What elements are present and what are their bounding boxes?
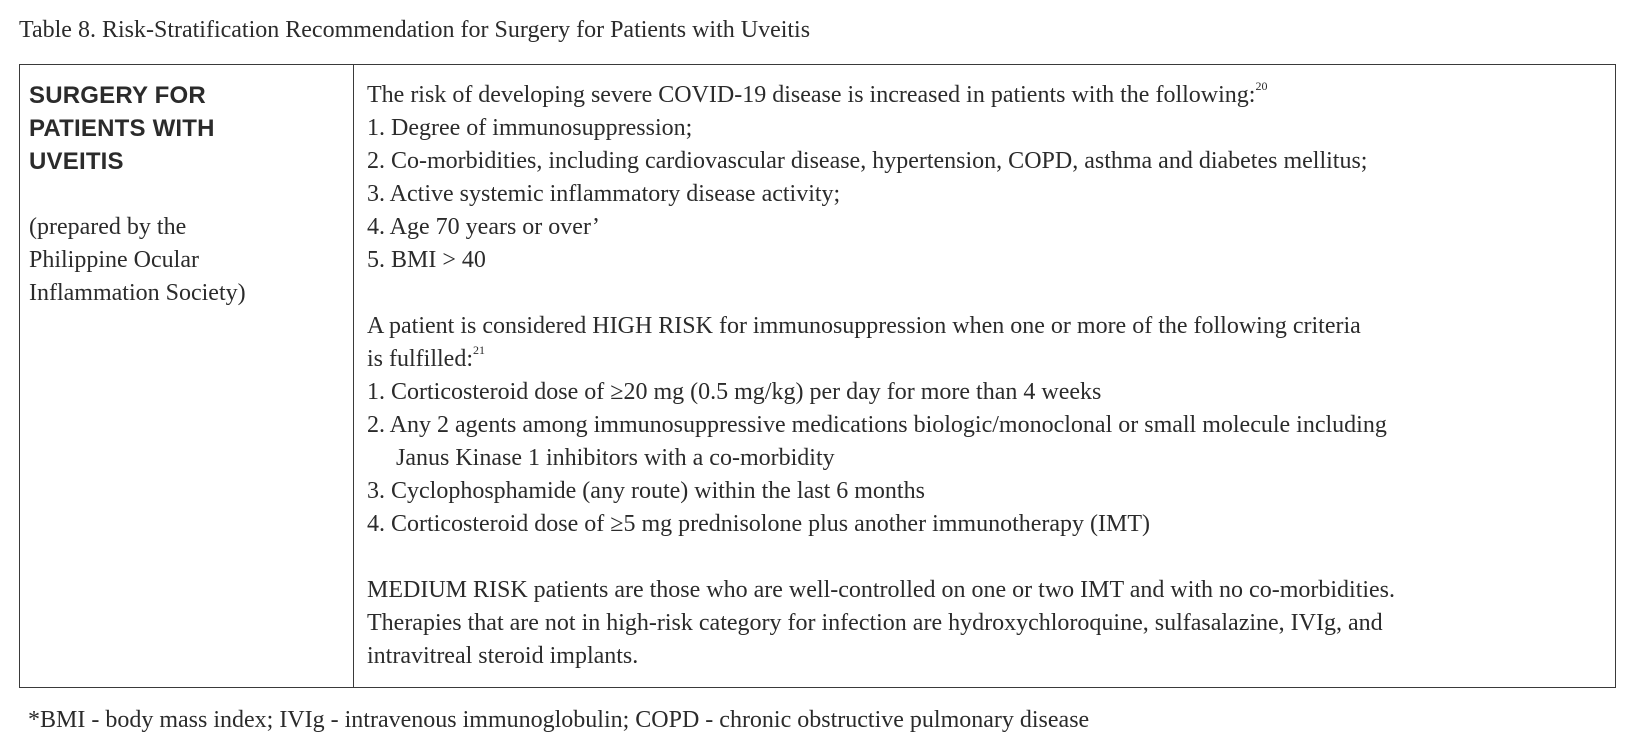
high-risk-item: 3. Cyclophosphamide (any route) within the last 6 months [367, 478, 925, 504]
severe-risk-item: 5. BMI > 40 [367, 247, 486, 273]
high-risk-item: 2. Any 2 agents among immunosuppressive medications biologic/monoclonal or small molecule including [367, 412, 1387, 438]
severe-risk-item: 4. Age 70 years or over’ [367, 214, 600, 240]
reference-21: 21 [472, 343, 485, 357]
prepared-by-note: (prepared by the Philippine Ocular Inflammation Society) [29, 214, 246, 306]
severe-risk-item: 2. Co-morbidities, including cardiovascular disease, hypertension, COPD, asthma and diabetes mellitus; [367, 148, 1368, 174]
severe-risk-item: 1. Degree of immunosuppression; [367, 115, 693, 141]
high-risk-item: 4. Corticosteroid dose of ≥5 mg prednisolone plus another immunotherapy (IMT) [367, 511, 1151, 537]
spacer [367, 541, 1615, 574]
table-right-cell [354, 65, 1615, 687]
high-risk-intro-line2 [367, 343, 1615, 376]
medium-risk-line: MEDIUM RISK patients are those who are well-controlled on one or two IMT and with no co-morbidities. [367, 577, 1396, 603]
high-risk-intro-line1: A patient is considered HIGH RISK for immunosuppression when one or more of the following criteria [367, 313, 1361, 339]
abbreviation-footnote: *BMI - body mass index; IVIg - intravenous immunoglobulin; COPD - chronic obstructive pulmonary disease [28, 707, 1090, 733]
high-risk-intro-text: is fulfilled: [367, 346, 473, 372]
high-risk-item-continuation: Janus Kinase 1 inhibitors with a co-morbidity [396, 445, 835, 471]
risk-table [19, 64, 1616, 688]
high-risk-item: 1. Corticosteroid dose of ≥20 mg (0.5 mg/kg) per day for more than 4 weeks [367, 379, 1102, 405]
section-title: SURGERY FOR PATIENTS WITH UVEITIS [29, 82, 215, 175]
table-left-cell [20, 65, 354, 687]
severe-risk-intro [367, 79, 1615, 112]
table-caption: Table 8. Risk-Stratification Recommendation for Surgery for Patients with Uveitis [19, 17, 811, 43]
severe-risk-intro-text: The risk of developing severe COVID-19 disease is increased in patients with the following: [367, 82, 1256, 108]
reference-20: 20 [1255, 79, 1268, 93]
spacer [367, 277, 1615, 310]
medium-risk-line: intravitreal steroid implants. [367, 643, 639, 669]
severe-risk-item: 3. Active systemic inflammatory disease activity; [367, 181, 841, 207]
medium-risk-line: Therapies that are not in high-risk category for infection are hydroxychloroquine, sulfasalazine, IVIg, and [367, 610, 1383, 636]
